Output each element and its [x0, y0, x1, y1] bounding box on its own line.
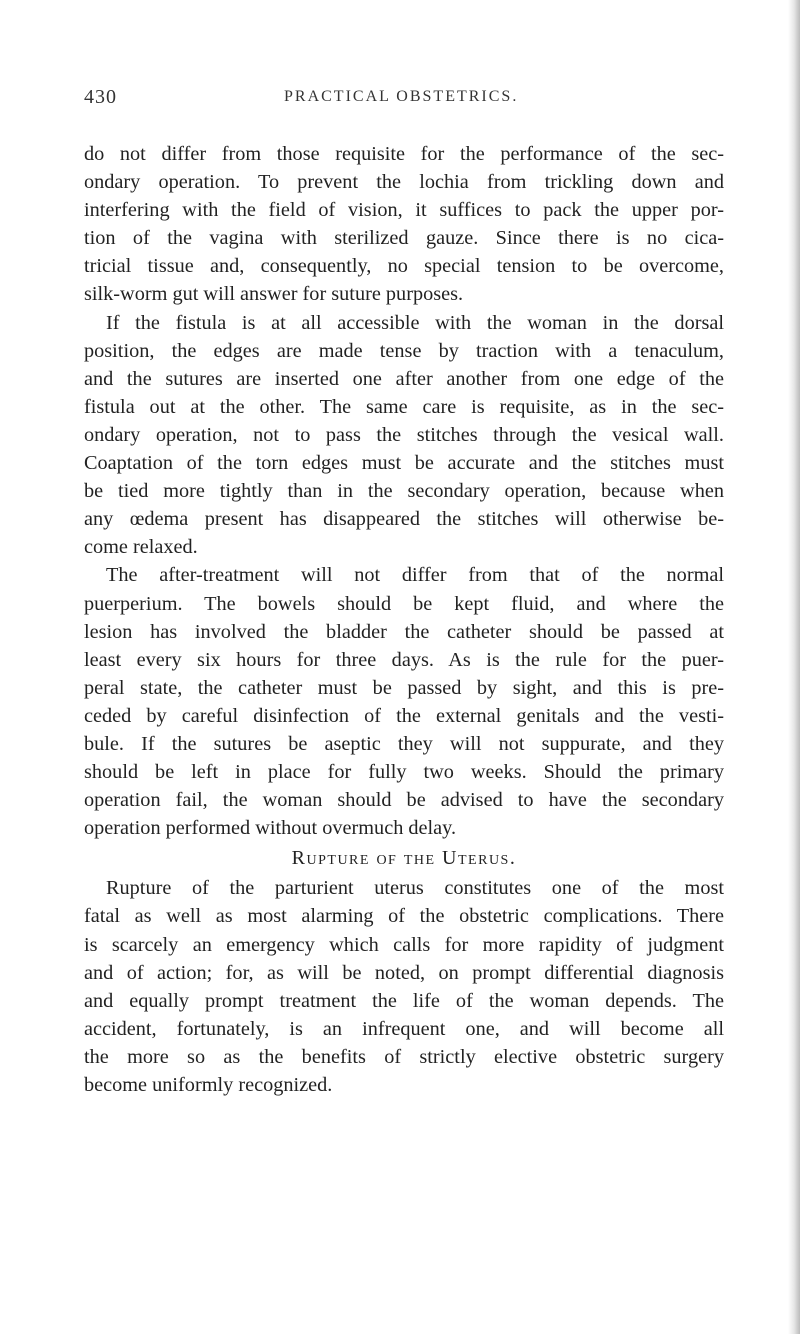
text-line: position, the edges are made tense by traction with a tenaculum, [84, 339, 724, 362]
text-line: bule. If the sutures be aseptic they will not suppurate, and they [84, 732, 724, 755]
text-line: tricial tissue and, consequently, no special tension to be overcome, [84, 255, 724, 278]
text-line: ceded by careful disinfection of the external genitals and the vesti- [84, 704, 724, 727]
text-line: and the sutures are inserted one after another from one edge of the [84, 367, 724, 390]
paragraph-4 [84, 874, 724, 1099]
running-head [84, 86, 704, 116]
page-number: 430 [84, 86, 117, 108]
text-line: the more so as the benefits of strictly elective obstetric surgery [84, 1045, 724, 1068]
text-line: fistula out at the other. The same care is requisite, as in the sec- [84, 395, 724, 418]
running-title: PRACTICAL OBSTETRICS. [284, 88, 519, 105]
text-line: come relaxed. [84, 536, 198, 559]
text-line: If the fistula is at all accessible with the woman in the dorsal [106, 311, 724, 334]
text-line: silk-worm gut will answer for suture purposes. [84, 283, 464, 306]
text-line: Coaptation of the torn edges must be accurate and the stitches must [84, 452, 724, 475]
text-line: do not differ from those requisite for the performance of the sec- [84, 143, 724, 165]
paragraph-3 [84, 561, 724, 842]
text-line: fatal as well as most alarming of the obstetric complications. There [84, 905, 724, 928]
text-line: ondary operation, not to pass the stitches through the vesical wall. [84, 423, 724, 446]
text-line: is scarcely an emergency which calls for more rapidity of judgment [84, 933, 724, 956]
text-line: and equally prompt treatment the life of the woman depends. The [84, 989, 724, 1012]
text-line: operation performed without overmuch delay. [84, 817, 457, 840]
text-line: any œdema present has disappeared the stitches will otherwise be- [84, 508, 724, 531]
text-line: peral state, the catheter must be passed by sight, and this is pre- [84, 676, 724, 699]
body-text [84, 140, 724, 1099]
section-heading-text: Rupture of the Uterus. [291, 847, 517, 870]
text-line: operation fail, the woman should be advised to have the secondary [84, 789, 724, 812]
text-line: become uniformly recognized. [84, 1074, 333, 1096]
text-line: Rupture of the parturient uterus constitutes one of the most [106, 877, 724, 900]
section-heading [84, 842, 724, 874]
text-line: The after-treatment will not differ from that of the normal [106, 564, 724, 587]
text-line: lesion has involved the bladder the catheter should be passed at [84, 620, 724, 643]
text-line: ondary operation. To prevent the lochia from trickling down and [84, 171, 724, 194]
text-line: should be left in place for fully two weeks. Should the primary [84, 761, 724, 784]
text-line: accident, fortunately, is an infrequent one, and will become all [84, 1017, 724, 1040]
text-line: interfering with the field of vision, it suffices to pack the upper por- [84, 199, 724, 222]
page-edge-shadow [788, 0, 800, 1334]
text-line: puerperium. The bowels should be kept fluid, and where the [84, 592, 724, 615]
text-line: and of action; for, as will be noted, on prompt differential diagnosis [84, 961, 724, 984]
paragraph-2 [84, 309, 724, 562]
text-line: least every six hours for three days. As is the rule for the puer- [84, 648, 724, 671]
text-line: tion of the vagina with sterilized gauze. Since there is no cica- [84, 227, 724, 250]
paragraph-1 [84, 140, 724, 309]
text-line: be tied more tightly than in the secondary operation, because when [84, 480, 724, 503]
